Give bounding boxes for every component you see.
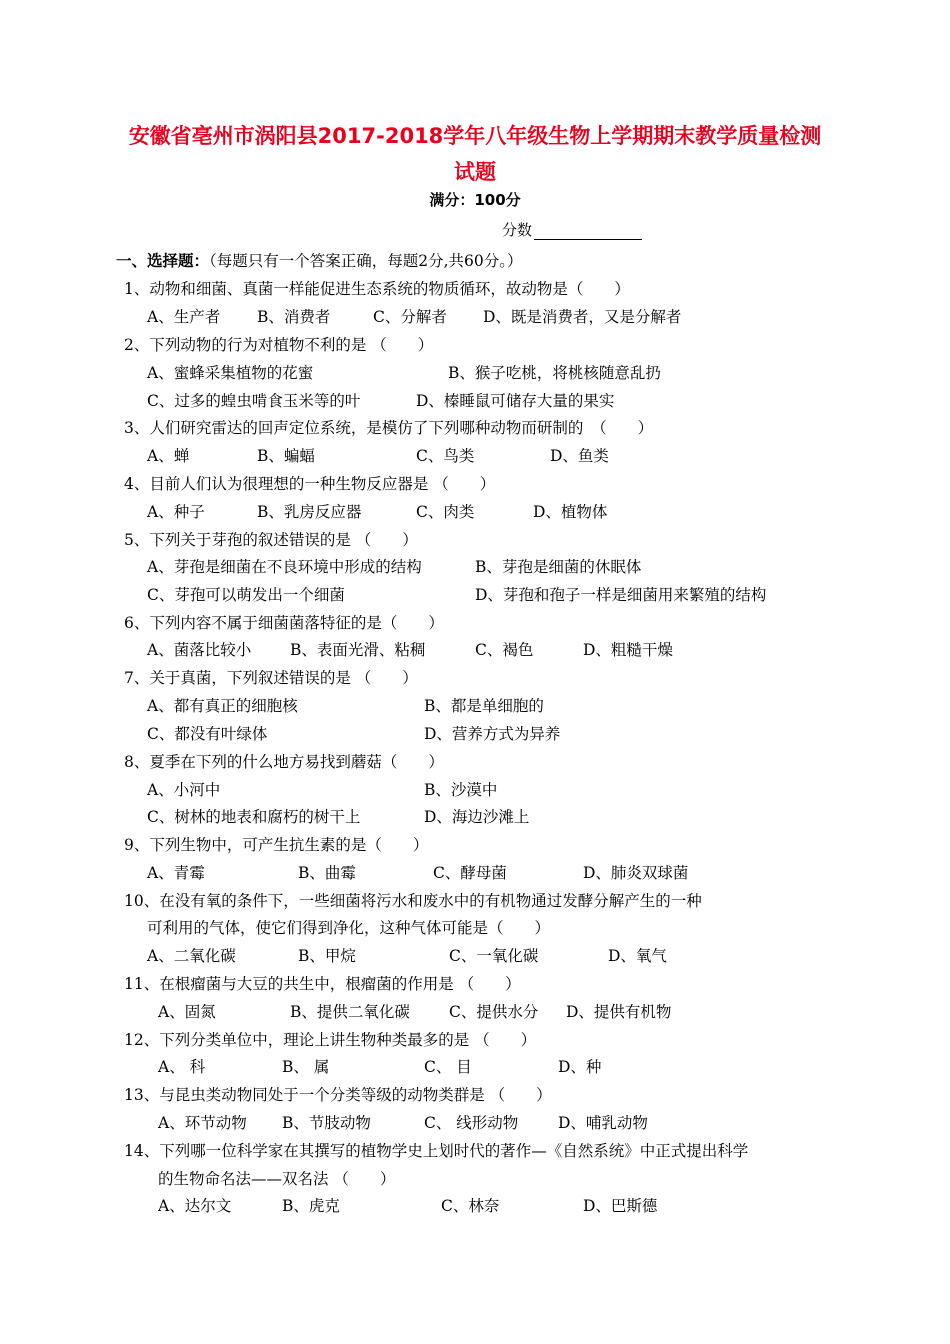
option: C、 线形动物 xyxy=(424,1114,519,1132)
section-header xyxy=(116,251,523,271)
option: A、种子 xyxy=(147,503,205,521)
option: C、都没有叶绿体 xyxy=(147,725,268,743)
document-title-line-2: 试题 xyxy=(454,160,496,184)
option: B、表面光滑、粘稠 xyxy=(290,641,426,659)
question-stem: 4、目前人们认为很理想的一种生物反应器是 （ ） xyxy=(124,475,496,493)
option: B、甲烷 xyxy=(298,947,356,965)
option: A、固氮 xyxy=(158,1003,216,1021)
question-stem: 9、下列生物中，可产生抗生素的是（ ） xyxy=(124,836,429,854)
option: A、蝉 xyxy=(147,447,190,465)
option: A、达尔文 xyxy=(158,1197,232,1215)
option: D、榛睡鼠可储存大量的果实 xyxy=(416,392,615,410)
question-stem: 8、夏季在下列的什么地方易找到蘑菇（ ） xyxy=(124,753,444,771)
question-stem: 2、下列动物的行为对植物不利的是 （ ） xyxy=(124,336,434,354)
option: D、植物体 xyxy=(533,503,608,521)
score-field xyxy=(502,219,642,240)
score-blank xyxy=(534,224,642,240)
option: B、沙漠中 xyxy=(424,781,498,799)
option: B、蝙蝠 xyxy=(257,447,315,465)
question-stem: 14、下列哪一位科学家在其撰写的植物学史上划时代的著作—《自然系统》中正式提出科学 xyxy=(124,1142,749,1160)
option: D、哺乳动物 xyxy=(558,1114,648,1132)
question-stem: 6、下列内容不属于细菌菌落特征的是（ ） xyxy=(124,614,444,632)
question-stem: 13、与昆虫类动物同处于一个分类等级的动物类群是 （ ） xyxy=(124,1086,552,1104)
option: D、海边沙滩上 xyxy=(424,808,530,826)
option: D、肺炎双球菌 xyxy=(583,864,689,882)
option: B、 属 xyxy=(282,1058,330,1076)
option: B、曲霉 xyxy=(298,864,356,882)
option: B、提供二氧化碳 xyxy=(290,1003,410,1021)
option: A、蜜蜂采集植物的花蜜 xyxy=(147,364,314,382)
option: B、虎克 xyxy=(282,1197,340,1215)
section-instruction: （每题只有一个答案正确，每题2分,共60分。） xyxy=(209,252,523,270)
option: C、肉类 xyxy=(416,503,475,521)
option: A、环节动物 xyxy=(158,1114,247,1132)
option: D、粗糙干燥 xyxy=(583,641,673,659)
option: D、既是消费者，又是分解者 xyxy=(483,308,682,326)
question-stem: 1、动物和细菌、真菌一样能促进生态系统的物质循环，故动物是（ ） xyxy=(124,280,630,298)
section-heading: 一、选择题： xyxy=(116,252,210,270)
option: D、营养方式为异养 xyxy=(424,725,561,743)
option: C、树林的地表和腐朽的树干上 xyxy=(147,808,361,826)
option: D、鱼类 xyxy=(550,447,609,465)
option: D、提供有机物 xyxy=(566,1003,672,1021)
full-score: 满分：100分 xyxy=(429,191,521,209)
option: C、过多的蝗虫啃食玉米等的叶 xyxy=(147,392,361,410)
option: A、芽孢是细菌在不良环境中形成的结构 xyxy=(147,558,422,576)
option: D、芽孢和孢子一样是细菌用来繁殖的结构 xyxy=(475,586,767,604)
score-label: 分数 xyxy=(502,221,533,239)
option: A、小河中 xyxy=(147,781,221,799)
option: C、芽孢可以萌发出一个细菌 xyxy=(147,586,345,604)
option: A、都有真正的细胞核 xyxy=(147,697,298,715)
question-stem: 11、在根瘤菌与大豆的共生中，根瘤菌的作用是 （ ） xyxy=(124,975,521,993)
option: A、生产者 xyxy=(147,308,221,326)
question-stem: 12、下列分类单位中，理论上讲生物种类最多的是 （ ） xyxy=(124,1031,537,1049)
option: C、酵母菌 xyxy=(433,864,507,882)
question-stem: 3、人们研究雷达的回声定位系统，是模仿了下列哪种动物而研制的 （ ） xyxy=(124,419,654,437)
option: A、菌落比较小 xyxy=(147,641,252,659)
question-stem: 5、下列关于芽孢的叙述错误的是 （ ） xyxy=(124,531,418,549)
option: B、节肢动物 xyxy=(282,1114,371,1132)
option: C、林奈 xyxy=(441,1197,500,1215)
option: C、分解者 xyxy=(373,308,447,326)
option: B、乳房反应器 xyxy=(257,503,362,521)
option: B、都是单细胞的 xyxy=(424,697,544,715)
option: C、提供水分 xyxy=(449,1003,539,1021)
option: D、氧气 xyxy=(608,947,667,965)
option: C、一氧化碳 xyxy=(449,947,539,965)
option: C、鸟类 xyxy=(416,447,475,465)
option: D、种 xyxy=(558,1058,602,1076)
question-stem-continued: 可利用的气体，使它们得到净化，这种气体可能是（ ） xyxy=(147,919,551,937)
option: B、芽孢是细菌的休眠体 xyxy=(475,558,642,576)
option: B、消费者 xyxy=(257,308,331,326)
option: A、二氧化碳 xyxy=(147,947,236,965)
document-title-line-1: 安徽省亳州市涡阳县2017-2018学年八年级生物上学期期末教学质量检测 xyxy=(128,124,822,148)
option: C、 目 xyxy=(424,1058,472,1076)
question-stem: 7、关于真菌，下列叙述错误的是 （ ） xyxy=(124,669,418,687)
question-stem: 10、在没有氧的条件下，一些细菌将污水和废水中的有机物通过发酵分解产生的一种 xyxy=(124,892,702,910)
option: D、巴斯德 xyxy=(583,1197,658,1215)
option: A、青霉 xyxy=(147,864,205,882)
question-stem-continued: 的生物命名法——双名法 （ ） xyxy=(158,1170,396,1188)
option: A、 科 xyxy=(158,1058,206,1076)
option: C、褐色 xyxy=(475,641,534,659)
option: B、猴子吃桃，将桃核随意乱扔 xyxy=(448,364,661,382)
